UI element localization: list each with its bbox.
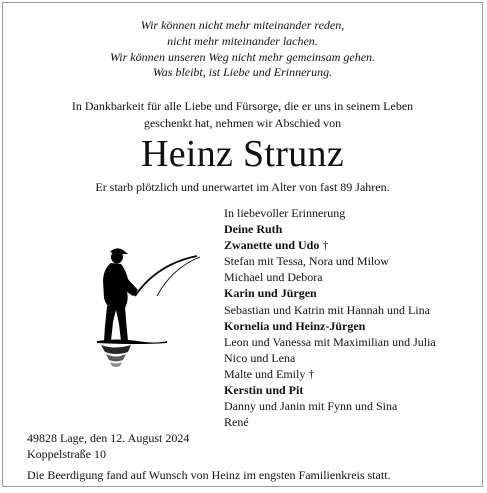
list-item: Kornelia und Heinz-Jürgen	[224, 318, 366, 333]
poem-line: Wir können nicht mehr miteinander reden,	[140, 18, 345, 32]
list-item: Sebastian und Katrin mit Hannah und Lina	[224, 302, 430, 317]
obituary-notice	[2, 2, 483, 487]
funeral-note: Die Beerdigung fand auf Wunsch von Heinz im engsten Familienkreis statt.	[27, 468, 391, 482]
fisherman-silhouette-icon	[97, 246, 201, 371]
thanks-text	[3, 98, 482, 131]
list-item: Stefan mit Tessa, Nora und Milow	[224, 254, 389, 269]
place-and-address	[27, 430, 189, 462]
list-item: In liebevoller Erinnerung	[224, 206, 346, 220]
poem-line: Wir können unseren Weg nicht mehr gemeinsam gehen.	[109, 49, 376, 64]
fisherman-figure	[97, 248, 200, 367]
cross-mark: †	[319, 238, 329, 253]
address: Koppelstraße 10	[27, 447, 106, 461]
list-item-name: Zwanette und Udo	[224, 238, 320, 253]
poem-line: Was bleibt, ist Liebe und Erinnerung.	[152, 65, 333, 80]
place-date: 49828 Lage, den 12. August 2024	[27, 431, 190, 445]
list-item: Karin und Jürgen	[224, 286, 317, 301]
poem	[3, 18, 482, 81]
list-item: Kerstin und Pit	[224, 383, 304, 398]
thanks-line: geschenkt hat, nehmen wir Abschied von	[143, 115, 342, 130]
deceased-name: Heinz Strunz	[140, 133, 345, 175]
thanks-line: In Dankbarkeit für alle Liebe und Fürsorge, die er uns in seinem Leben	[71, 99, 414, 113]
list-item: Leon und Vanessa mit Maximilian und Julia	[224, 334, 436, 349]
list-item: Michael und Debora	[224, 270, 323, 285]
death-line: Er starb plötzlich und unerwartet im Alter von fast 89 Jahren.	[95, 180, 390, 194]
list-item: Nico und Lena	[224, 350, 296, 365]
poem-line: nicht mehr miteinander lachen.	[167, 33, 318, 48]
list-item	[224, 237, 436, 253]
list-item: Danny und Janin mit Fynn und Sina	[224, 399, 398, 414]
list-item: René	[224, 415, 249, 430]
list-item: Deine Ruth	[224, 222, 283, 237]
list-item: Malte und Emily †	[224, 366, 315, 381]
mourner-list	[224, 205, 436, 430]
